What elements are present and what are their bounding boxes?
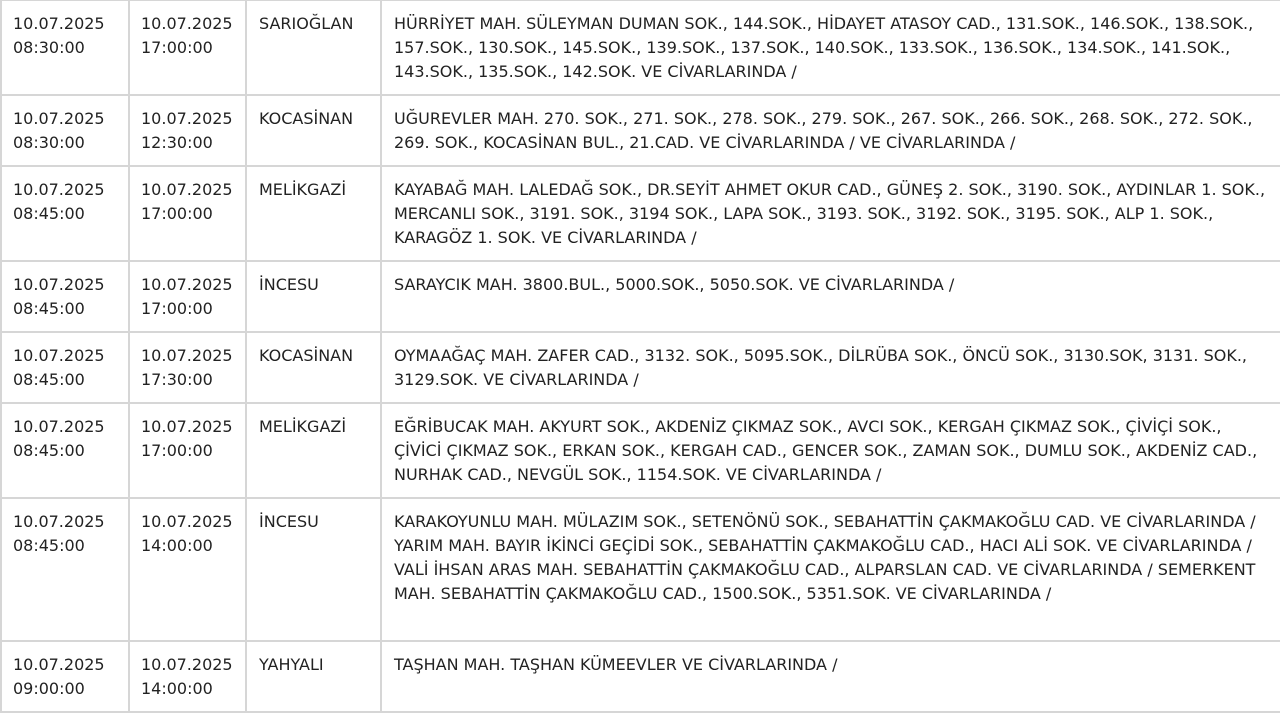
end-date: 10.07.2025 (141, 346, 233, 365)
start-time: 08:30:00 (13, 133, 85, 152)
end-date: 10.07.2025 (141, 180, 233, 199)
table-row (1, 403, 1280, 498)
end-time: 17:00:00 (141, 441, 213, 460)
start-time: 09:00:00 (13, 679, 85, 698)
district-cell (246, 332, 381, 403)
affected-streets: OYMAAĞAÇ MAH. ZAFER CAD., 3132. SOK., 5095.SOK., DİLRÜBA SOK., ÖNCÜ SOK., 3130.SOK, 3131. SOK., 3129.SOK. VE CİVARLARINDA / (394, 346, 1247, 389)
affected-streets: HÜRRİYET MAH. SÜLEYMAN DUMAN SOK., 144.SOK., HİDAYET ATASOY CAD., 131.SOK., 146.SOK., 138.SOK., 157.SOK., 130.SOK., 145.SOK., 139.SOK., 137.SOK., 140.SOK., 133.SOK., 136.SOK., 134.SOK., 141.SOK., 143.SOK., 135.SOK., 142.SOK. VE CİVARLARINDA / (394, 14, 1254, 81)
end-time: 14:00:00 (141, 679, 213, 698)
start-datetime-cell (1, 332, 129, 403)
start-datetime-cell (1, 95, 129, 166)
end-datetime-cell (129, 641, 246, 712)
end-datetime-cell (129, 95, 246, 166)
end-date: 10.07.2025 (141, 655, 233, 674)
start-time: 08:45:00 (13, 299, 85, 318)
address-cell (381, 0, 1280, 95)
address-cell (381, 95, 1280, 166)
affected-streets: EĞRİBUCAK MAH. AKYURT SOK., AKDENİZ ÇIKMAZ SOK., AVCI SOK., KERGAH ÇIKMAZ SOK., ÇİVİÇİ SOK., ÇİVİCİ ÇIKMAZ SOK., ERKAN SOK., KERGAH CAD., GENCER SOK., ZAMAN SOK., DUMLU SOK., AKDENİZ CAD., NURHAK CAD., NEVGÜL SOK., 1154.SOK. VE CİVARLARINDA / (394, 417, 1258, 484)
address-cell (381, 641, 1280, 712)
district-cell (246, 641, 381, 712)
end-datetime-cell (129, 332, 246, 403)
start-date: 10.07.2025 (13, 109, 105, 128)
end-datetime-cell (129, 166, 246, 261)
address-cell (381, 498, 1280, 641)
end-datetime-cell (129, 261, 246, 332)
start-date: 10.07.2025 (13, 14, 105, 33)
start-time: 08:30:00 (13, 38, 85, 57)
end-time: 12:30:00 (141, 133, 213, 152)
start-datetime-cell (1, 641, 129, 712)
end-time: 17:00:00 (141, 204, 213, 223)
affected-streets: SARAYCIK MAH. 3800.BUL., 5000.SOK., 5050.SOK. VE CİVARLARINDA / (394, 275, 955, 294)
start-datetime-cell (1, 498, 129, 641)
start-date: 10.07.2025 (13, 180, 105, 199)
end-time: 14:00:00 (141, 536, 213, 555)
start-datetime-cell (1, 261, 129, 332)
district-cell (246, 95, 381, 166)
table-row (1, 261, 1280, 332)
district-cell (246, 0, 381, 95)
end-date: 10.07.2025 (141, 14, 233, 33)
table-row (1, 95, 1280, 166)
end-datetime-cell (129, 498, 246, 641)
district: YAHYALI (259, 655, 324, 674)
affected-streets: UĞUREVLER MAH. 270. SOK., 271. SOK., 278. SOK., 279. SOK., 267. SOK., 266. SOK., 268. SOK., 272. SOK., 269. SOK., KOCASİNAN BUL., 21.CAD. VE CİVARLARINDA / VE CİVARLARINDA / (394, 109, 1253, 152)
outage-schedule-body (1, 0, 1280, 712)
start-date: 10.07.2025 (13, 275, 105, 294)
table-row (1, 166, 1280, 261)
district-cell (246, 498, 381, 641)
start-time: 08:45:00 (13, 370, 85, 389)
start-date: 10.07.2025 (13, 512, 105, 531)
table-row (1, 0, 1280, 95)
end-datetime-cell (129, 0, 246, 95)
address-cell (381, 403, 1280, 498)
end-date: 10.07.2025 (141, 109, 233, 128)
start-time: 08:45:00 (13, 441, 85, 460)
address-cell (381, 332, 1280, 403)
start-datetime-cell (1, 403, 129, 498)
district: SARIOĞLAN (259, 14, 354, 33)
end-time: 17:30:00 (141, 370, 213, 389)
district: MELİKGAZİ (259, 417, 347, 436)
district-cell (246, 403, 381, 498)
end-date: 10.07.2025 (141, 275, 233, 294)
district: KOCASİNAN (259, 109, 354, 128)
end-time: 17:00:00 (141, 38, 213, 57)
end-date: 10.07.2025 (141, 417, 233, 436)
affected-streets: KAYABAĞ MAH. LALEDAĞ SOK., DR.SEYİT AHMET OKUR CAD., GÜNEŞ 2. SOK., 3190. SOK., AYDINLAR 1. SOK., MERCANLI SOK., 3191. SOK., 3194 SOK., LAPA SOK., 3193. SOK., 3192. SOK., 3195. SOK., ALP 1. SOK., KARAGÖZ 1. SOK. VE CİVARLARINDA / (394, 180, 1266, 247)
start-datetime-cell (1, 166, 129, 261)
address-cell (381, 261, 1280, 332)
district: İNCESU (259, 275, 319, 294)
start-date: 10.07.2025 (13, 346, 105, 365)
affected-streets: KARAKOYUNLU MAH. MÜLAZIM SOK., SETENÖNÜ SOK., SEBAHATTİN ÇAKMAKOĞLU CAD. VE CİVARLARINDA / YARIM MAH. BAYIR İKİNCİ GEÇİDİ SOK., SEBAHATTİN ÇAKMAKOĞLU CAD., HACI ALİ SOK. VE CİVARLARINDA / VALİ İHSAN ARAS MAH. SEBAHATTİN ÇAKMAKOĞLU CAD., ALPARSLAN CAD. VE CİVARLARINDA / SEMERKENT MAH. SEBAHATTİN ÇAKMAKOĞLU CAD., 1500.SOK., 5351.SOK. VE CİVARLARINDA / (394, 512, 1256, 603)
start-date: 10.07.2025 (13, 655, 105, 674)
address-cell (381, 166, 1280, 261)
start-time: 08:45:00 (13, 204, 85, 223)
end-time: 17:00:00 (141, 299, 213, 318)
district: KOCASİNAN (259, 346, 354, 365)
start-date: 10.07.2025 (13, 417, 105, 436)
end-datetime-cell (129, 403, 246, 498)
district-cell (246, 166, 381, 261)
end-date: 10.07.2025 (141, 512, 233, 531)
table-row (1, 498, 1280, 641)
district-cell (246, 261, 381, 332)
affected-streets: TAŞHAN MAH. TAŞHAN KÜMEEVLER VE CİVARLARINDA / (394, 655, 838, 674)
start-time: 08:45:00 (13, 536, 85, 555)
district: MELİKGAZİ (259, 180, 347, 199)
district: İNCESU (259, 512, 319, 531)
table-row (1, 332, 1280, 403)
table-row (1, 641, 1280, 712)
start-datetime-cell (1, 0, 129, 95)
